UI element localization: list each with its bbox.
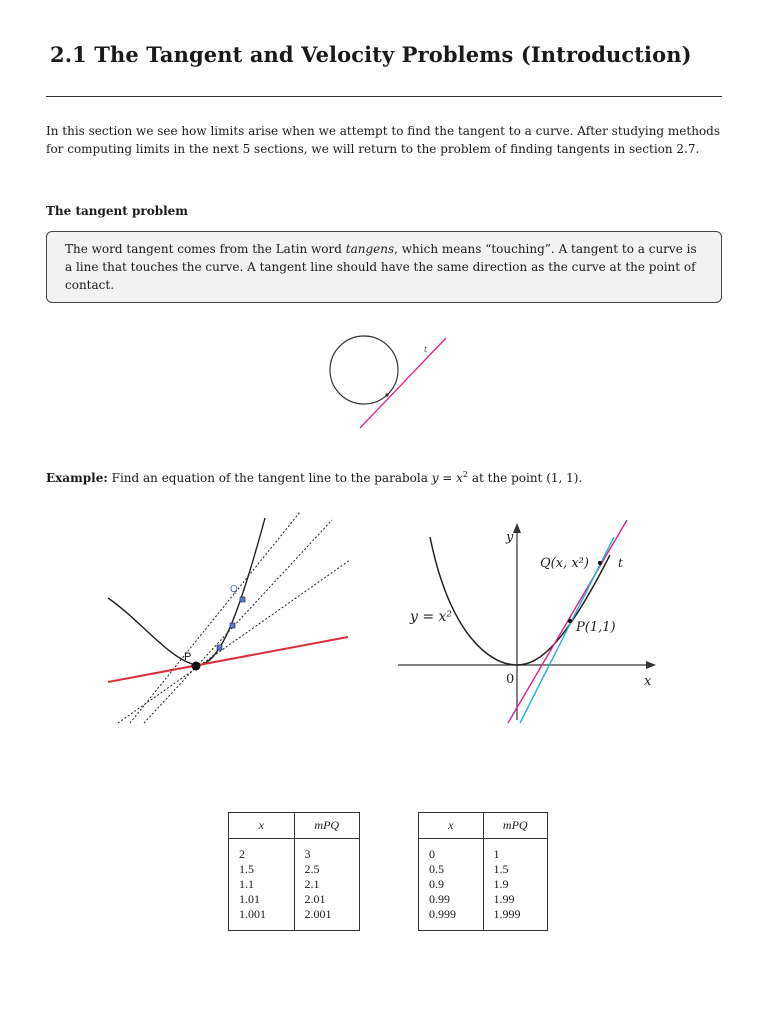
- example-exponent: 2: [462, 470, 469, 479]
- secant-lines-figure: [100, 510, 360, 730]
- table-row: [419, 892, 548, 907]
- title-divider: [46, 96, 722, 97]
- tangent-line-red: [108, 637, 348, 682]
- table-cell: 3: [304, 847, 311, 861]
- contact-point: [385, 393, 388, 396]
- table-row: [229, 907, 360, 931]
- table-row: [229, 877, 360, 892]
- table-cell: 1.01: [229, 892, 295, 907]
- definition-text-2: , which means “touching”. A tangent to a curve is a line that touches the curve. A tangent line should have the same direction as the curve at the point of contact.: [65, 242, 697, 292]
- table-header-mpq: mPQ: [483, 813, 548, 839]
- section-title: 2.1 The Tangent and Velocity Problems (Introduction): [50, 42, 692, 67]
- definition-text-1: The word tangent comes from the Latin word: [65, 242, 346, 256]
- secant-line-1: [130, 512, 300, 723]
- table-header-row: [419, 813, 548, 839]
- slope-table-left-approach: [418, 812, 548, 931]
- table-header-x: x: [419, 813, 484, 839]
- circle-tangent-figure: [320, 330, 460, 435]
- example-text-1: Find an equation of the tangent line to the parabola: [107, 471, 432, 485]
- table-header-row: [229, 813, 360, 839]
- table-cell: 2.5: [304, 862, 320, 876]
- secant-line-2: [144, 520, 332, 723]
- table-cell: 1.5: [493, 862, 509, 876]
- table-cell: 1.99: [493, 892, 515, 906]
- table-row: [229, 839, 360, 863]
- example-text-2: at the point (1, 1).: [468, 471, 583, 485]
- point-q: [598, 561, 602, 565]
- point-p: [192, 662, 201, 671]
- intro-paragraph: In this section we see how limits arise when we attempt to find the tangent to a curve. After studying methods for computing limits in the next 5 sections, we will return to the problem of finding tangents in section 2.7.: [46, 124, 721, 156]
- table-cell: 1.1: [229, 877, 295, 892]
- table-cell: 2: [229, 839, 295, 863]
- table-row: [419, 862, 548, 877]
- table-cell: 0.5: [419, 862, 484, 877]
- definition-emphasis: tangens: [345, 242, 395, 256]
- table-cell: 1.001: [229, 907, 295, 931]
- table-cell: 1.999: [493, 907, 521, 921]
- secant-point-2: [230, 623, 235, 628]
- table-row: [229, 892, 360, 907]
- point-p-label: P(1,1): [576, 620, 616, 635]
- tangent-line: [360, 338, 446, 428]
- x-axis-arrow: [646, 661, 656, 669]
- secant-point-1: [217, 645, 222, 650]
- label-q: Q: [230, 584, 238, 595]
- slope-table-right-approach: [228, 812, 360, 931]
- example-statement: [46, 470, 582, 485]
- definition-box: [46, 231, 722, 303]
- table-cell: 0: [419, 839, 484, 863]
- table-cell: 1.5: [229, 862, 295, 877]
- x-axis-label: x: [644, 674, 652, 689]
- point-q-label: Q(x, x²): [540, 556, 589, 571]
- table-cell: 0.99: [419, 892, 484, 907]
- subsection-heading: The tangent problem: [46, 204, 188, 218]
- table-cell: 1.9: [493, 877, 509, 891]
- table-cell: 2.01: [304, 892, 326, 906]
- tangent-label: t: [424, 345, 428, 354]
- y-axis-label: y: [506, 530, 514, 545]
- y-axis-arrow: [513, 523, 521, 533]
- table-header-mpq: mPQ: [294, 813, 360, 839]
- example-label: Example:: [46, 471, 108, 485]
- table-cell: 1: [493, 847, 500, 861]
- parabola-tangent-figure: [390, 515, 670, 735]
- table-cell: 2.1: [304, 877, 320, 891]
- parabola-curve: [108, 518, 265, 665]
- table-cell: 2.001: [304, 907, 332, 921]
- label-p: P: [184, 651, 192, 663]
- table-row: [419, 907, 548, 931]
- table-row: [229, 862, 360, 877]
- origin-label: 0: [506, 672, 515, 687]
- example-equation: y = x: [431, 471, 463, 485]
- table-row: [419, 877, 548, 892]
- tangent-t-label: t: [618, 556, 623, 570]
- table-cell: 0.9: [419, 877, 484, 892]
- curve-label: y = x²: [410, 609, 453, 625]
- table-row: [419, 839, 548, 863]
- point-q: [240, 597, 245, 602]
- table-cell: 0.999: [419, 907, 484, 931]
- point-p: [568, 619, 572, 623]
- table-header-x: x: [229, 813, 295, 839]
